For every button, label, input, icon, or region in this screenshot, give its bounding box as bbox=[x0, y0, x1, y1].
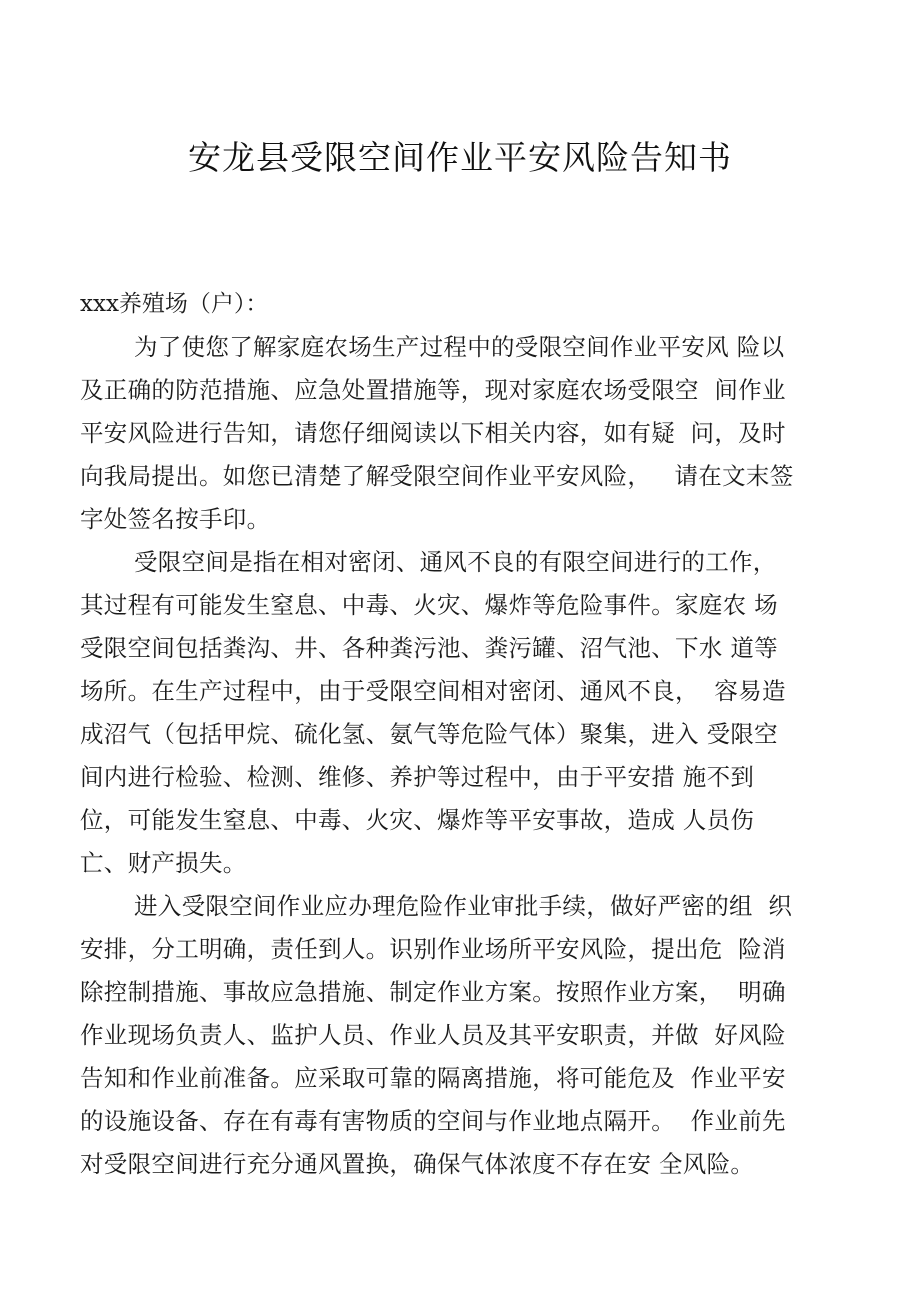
paragraph-line: 及正确的防范措施、应急处置措施等，现对家庭农场受限空 间作业 bbox=[80, 376, 786, 404]
paragraph-line: 字处签名按手印。 bbox=[80, 505, 271, 533]
paragraph-line: 受限空间是指在相对密闭、通风不良的有限空间进行的工作， bbox=[134, 548, 777, 576]
paragraph bbox=[80, 885, 860, 1186]
paragraph-line: 其过程有可能发生窒息、中毒、火灾、爆炸等危险事件。家庭农 场 bbox=[80, 591, 778, 619]
paragraph-line: 除控制措施、事故应急措施、制定作业方案。按照作业方案， 明确 bbox=[80, 978, 786, 1006]
paragraph-line: 向我局提出。如您已清楚了解受限空间作业平安风险， 请在文末签 bbox=[80, 462, 794, 490]
paragraph-line: 为了使您了解家庭农场生产过程中的受限空间作业平安风 险以 bbox=[134, 333, 785, 361]
salutation: xxx养殖场（户）： bbox=[80, 291, 269, 317]
paragraph-line: 间内进行检验、检测、维修、养护等过程中，由于平安措 施不到 bbox=[80, 763, 755, 791]
paragraph-line: 亡、财产损失。 bbox=[80, 849, 247, 877]
paragraph bbox=[80, 326, 860, 541]
paragraph-line: 进入受限空间作业应办理危险作业审批手续，做好严密的组 织 bbox=[134, 892, 793, 920]
document-body bbox=[80, 283, 860, 1186]
paragraph-line: 受限空间包括粪沟、井、各种粪污池、粪污罐、沼气池、下水 道等 bbox=[80, 634, 778, 662]
paragraph-line: 的设施设备、存在有毒有害物质的空间与作业地点隔开。 作业前先 bbox=[80, 1107, 786, 1135]
paragraph-line: 告知和作业前准备。应采取可靠的隔离措施，将可能危及 作业平安 bbox=[80, 1064, 786, 1092]
paragraph-line: 对受限空间进行充分通风置换，确保气体浓度不存在安 全风险。 bbox=[80, 1150, 755, 1178]
paragraph-line: 平安风险进行告知，请您仔细阅读以下相关内容，如有疑 问，及时 bbox=[80, 419, 786, 447]
paragraph bbox=[80, 541, 860, 885]
paragraph-line: 成沼气（包括甲烷、硫化氢、氨气等危险气体）聚集，进入 受限空 bbox=[80, 720, 778, 748]
paragraph-line: 位，可能发生窒息、中毒、火灾、爆炸等平安事故，造成 人员伤 bbox=[80, 806, 755, 834]
paragraph-line: 安排，分工明确，责任到人。识别作业场所平安风险，提出危 险消 bbox=[80, 935, 786, 963]
paragraph-line: 场所。在生产过程中，由于受限空间相对密闭、通风不良， 容易造 bbox=[80, 677, 786, 705]
paragraph-line: 作业现场负责人、监护人员、作业人员及其平安职责，并做 好风险 bbox=[80, 1021, 786, 1049]
paragraphs bbox=[80, 326, 860, 1186]
document-title: 安龙县受限空间作业平安风险告知书 bbox=[188, 138, 732, 177]
